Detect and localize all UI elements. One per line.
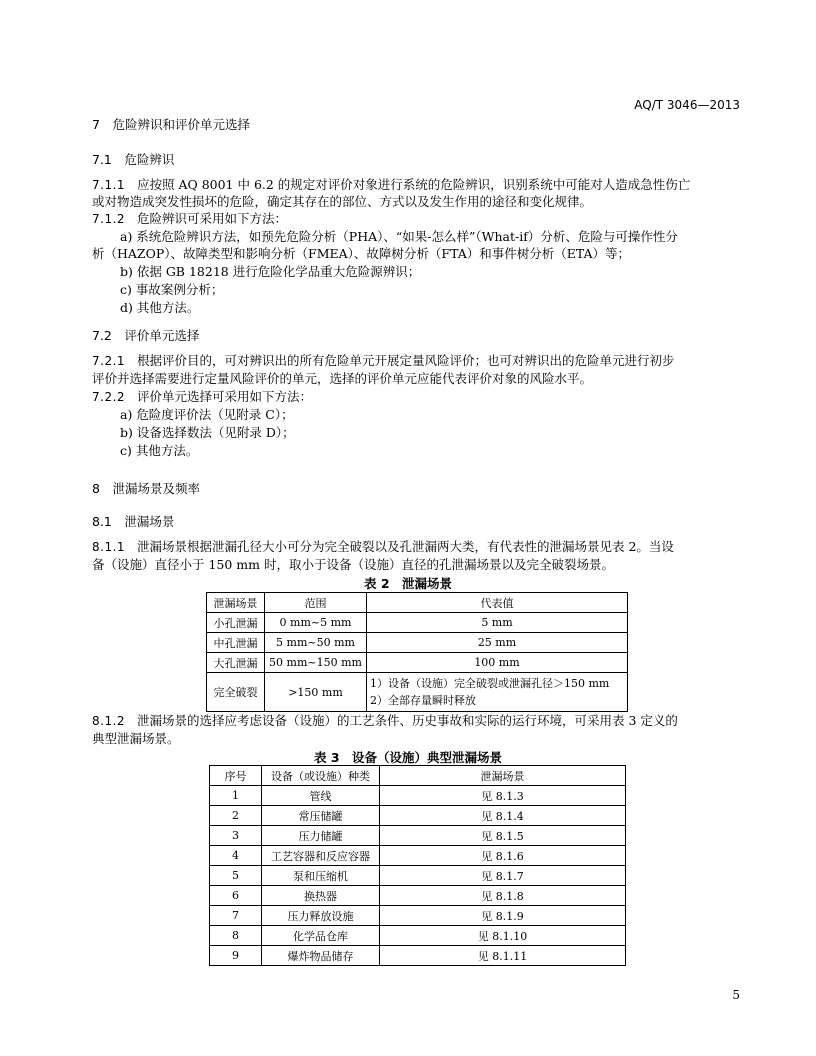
clause-number: 7.1.1 <box>92 178 126 192</box>
table-cell: 完全破裂 <box>207 673 265 712</box>
header-cell: 代表值 <box>367 593 628 613</box>
table-cell: 4 <box>210 846 262 866</box>
clause-8-1-2-line-2: 典型泄漏场景。 <box>92 731 180 746</box>
table-cell: 8 <box>210 926 262 946</box>
clause-number: 7.1.2 <box>92 212 126 226</box>
table-cell: 大孔泄漏 <box>207 653 265 673</box>
method-d: d) 其他方法。 <box>120 300 200 315</box>
table-cell: 压力储罐 <box>262 826 380 846</box>
document-code: AQ/T 3046—2013 <box>634 98 740 112</box>
clause-text: 泄漏场景根据泄漏孔径大小可分为完全破裂以及孔泄漏两大类，有代表性的泄漏场景见表 2。当设 <box>136 539 674 554</box>
table-cell: 见 8.1.3 <box>380 786 626 806</box>
header-cell: 序号 <box>210 766 262 786</box>
header-cell: 范围 <box>265 593 367 613</box>
table-header-row <box>210 766 626 786</box>
table-cell: 中孔泄漏 <box>207 633 265 653</box>
table-row <box>210 826 626 846</box>
table-cell: 见 8.1.6 <box>380 846 626 866</box>
table-cell: 50 mm~150 mm <box>265 653 367 673</box>
clause-text: 泄漏场景的选择应考虑设备（设施）的工艺条件、历史事故和实际的运行环境，可采用表 3 定义的 <box>136 713 678 728</box>
unit-method-c: c) 其他方法。 <box>120 443 199 458</box>
leak-scenario-table <box>206 592 628 712</box>
clause-7-1-1-line-2: 或对物造成突发性损坏的危险，确定其存在的部位、方式以及发生作用的途径和变化规律。 <box>92 194 593 209</box>
table-cell: 5 <box>210 866 262 886</box>
table-cell: 5 mm~50 mm <box>265 633 367 653</box>
table-row <box>210 866 626 886</box>
table-2-caption: 表 2 泄漏场景 <box>363 576 453 591</box>
section-7-title: 7 危险辨识和评价单元选择 <box>92 117 250 132</box>
clause-text: 根据评价目的，可对辨识出的所有危险单元开展定量风险评价；也可对辨识出的危险单元进行初步 <box>136 353 675 368</box>
section-8-title: 8 泄漏场景及频率 <box>92 481 200 496</box>
clause-7-1-2 <box>92 210 287 228</box>
table-cell: 0 mm~5 mm <box>265 613 367 633</box>
table-cell: 见 8.1.10 <box>380 926 626 946</box>
method-a-line-1: a) 系统危险辨识方法，如预先危险分析（PHA）、“如果-怎么样”（What-if）分析、危险与可操作性分 <box>120 229 678 244</box>
header-cell: 设备（或设施）种类 <box>262 766 380 786</box>
unit-method-b: b) 设备选择数法（见附录 D）； <box>120 425 295 440</box>
clause-number: 7.2.2 <box>92 390 126 404</box>
table-cell: 见 8.1.5 <box>380 826 626 846</box>
clause-text: 评价单元选择可采用如下方法： <box>136 389 312 404</box>
table-cell: 压力释放设施 <box>262 906 380 926</box>
method-a-line-2: 析（HAZOP）、故障类型和影响分析（FMEA）、故障树分析（FTA）和事件树分析（ETA）等； <box>92 246 631 261</box>
table-cell: 工艺容器和反应容器 <box>262 846 380 866</box>
table-row <box>207 633 628 653</box>
clause-text: 应按照 AQ 8001 中 6.2 的规定对评价对象进行系统的危险辨识，识别系统中可能对人造成急性伤亡 <box>136 177 691 192</box>
table-3-caption: 表 3 设备（设施）典型泄漏场景 <box>313 750 503 765</box>
table-row <box>207 673 628 712</box>
clause-8-1-1-line-1 <box>92 538 674 556</box>
representative-value-line-1: 1）设备（设施）完全破裂或泄漏孔径＞150 mm <box>370 677 610 690</box>
equipment-leak-table <box>209 765 626 966</box>
clause-text: 危险辨识可采用如下方法： <box>136 211 287 226</box>
method-c: c) 事故案例分析； <box>120 282 224 297</box>
table-cell: 化学品仓库 <box>262 926 380 946</box>
table-row <box>210 906 626 926</box>
table-cell: 见 8.1.4 <box>380 806 626 826</box>
table-row <box>210 786 626 806</box>
section-8-1-title: 8.1 泄漏场景 <box>92 514 175 529</box>
table-row <box>207 613 628 633</box>
table-row <box>210 886 626 906</box>
table-row <box>207 653 628 673</box>
clause-number: 8.1.2 <box>92 714 126 728</box>
table-cell <box>367 673 628 712</box>
section-7-1-title: 7.1 危险辨识 <box>92 152 175 167</box>
method-b: b) 依据 GB 18218 进行危险化学品重大危险源辨识； <box>120 264 421 279</box>
table-cell: 25 mm <box>367 633 628 653</box>
header-cell: 泄漏场景 <box>380 766 626 786</box>
table-cell: 见 8.1.9 <box>380 906 626 926</box>
table-header-row <box>207 593 628 613</box>
table-cell: 管线 <box>262 786 380 806</box>
table-cell: 见 8.1.8 <box>380 886 626 906</box>
table-row <box>210 846 626 866</box>
clause-8-1-1-line-2: 备（设施）直径小于 150 mm 时，取小于设备（设施）直径的孔泄漏场景以及完全破裂场景。 <box>92 557 614 572</box>
table-cell: 9 <box>210 946 262 966</box>
representative-value-line-2: 2）全部存量瞬时释放 <box>370 694 476 707</box>
table-cell: 见 8.1.11 <box>380 946 626 966</box>
section-7-2-title: 7.2 评价单元选择 <box>92 328 200 343</box>
clause-8-1-2-line-1 <box>92 712 678 730</box>
page-number: 5 <box>732 988 740 1002</box>
table-cell: 2 <box>210 806 262 826</box>
header-cell: 泄漏场景 <box>207 593 265 613</box>
table-cell: 爆炸物品储存 <box>262 946 380 966</box>
table-cell: 3 <box>210 826 262 846</box>
clause-number: 8.1.1 <box>92 540 126 554</box>
table-cell: 1 <box>210 786 262 806</box>
table-cell: 100 mm <box>367 653 628 673</box>
table-cell: 换热器 <box>262 886 380 906</box>
clause-7-1-1-line-1 <box>92 176 690 194</box>
table-cell: >150 mm <box>265 673 367 712</box>
unit-method-a: a) 危险度评价法（见附录 C）； <box>120 407 294 422</box>
clause-7-2-1-line-2: 评价并选择需要进行定量风险评价的单元，选择的评价单元应能代表评价对象的风险水平。 <box>92 371 593 386</box>
table-cell: 6 <box>210 886 262 906</box>
table-row <box>210 806 626 826</box>
clause-7-2-1-line-1 <box>92 352 674 370</box>
table-row <box>210 926 626 946</box>
table-cell: 小孔泄漏 <box>207 613 265 633</box>
clause-number: 7.2.1 <box>92 354 126 368</box>
table-cell: 7 <box>210 906 262 926</box>
table-row <box>210 946 626 966</box>
table-cell: 5 mm <box>367 613 628 633</box>
clause-7-2-2 <box>92 388 312 406</box>
table-cell: 常压储罐 <box>262 806 380 826</box>
table-cell: 见 8.1.7 <box>380 866 626 886</box>
table-cell: 泵和压缩机 <box>262 866 380 886</box>
